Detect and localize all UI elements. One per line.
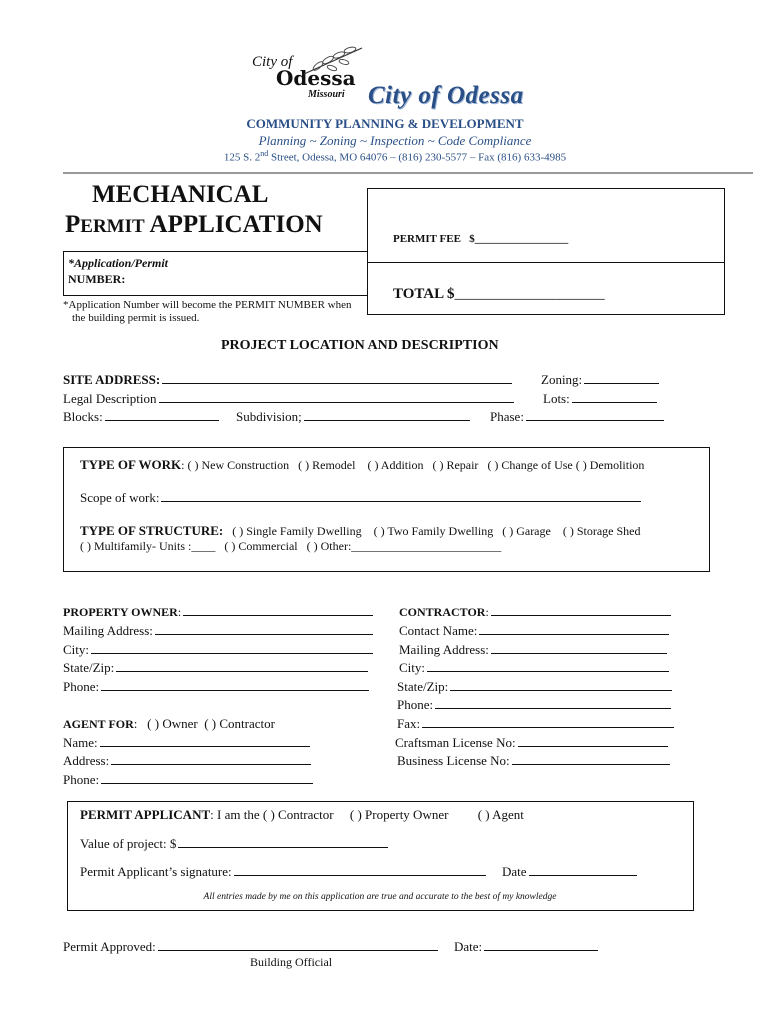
city-wordmark: City of Odessa (368, 82, 524, 109)
contractor-field[interactable]: CONTRACTOR: (399, 605, 673, 620)
permit-fee-divider (367, 262, 725, 263)
project-heading: PROJECT LOCATION AND DESCRIPTION (221, 338, 499, 353)
permit-applicant-row: PERMIT APPLICANT: I am the ( ) Contractor ( ) Property Owner ( ) Agent (80, 807, 524, 822)
blocks-field[interactable]: Blocks: (63, 409, 221, 425)
department-name: COMMUNITY PLANNING & DEVELOPMENT (246, 116, 524, 131)
new-construction-option[interactable]: ( ) New Construction (187, 458, 290, 472)
contractor-fax-field[interactable]: Fax: (397, 716, 676, 732)
demolition-option[interactable]: ( ) Demolition (575, 458, 645, 472)
property-owner-field[interactable]: PROPERTY OWNER: (63, 605, 375, 620)
header-divider (63, 172, 753, 174)
applicant-agent-option[interactable]: ( ) Agent (477, 807, 524, 822)
contractor-contact-field[interactable]: Contact Name: (399, 623, 671, 639)
repair-option[interactable]: ( ) Repair (432, 458, 479, 472)
project-value-field[interactable]: Value of project: $ (80, 836, 390, 852)
agent-contractor-option[interactable]: ( ) Contractor (204, 716, 275, 731)
title-line2: PERMIT APPLICATION (65, 211, 323, 238)
owner-city-field[interactable]: City: (63, 642, 375, 658)
permit-fee-field[interactable]: PERMIT FEE $_________________ (393, 233, 569, 245)
applicant-signature-field[interactable]: Permit Applicant’s signature: (80, 864, 488, 880)
owner-statezip-field[interactable]: State/Zip: (63, 660, 370, 676)
agent-name-field[interactable]: Name: (63, 735, 312, 751)
application-number-label: *Application/Permit NUMBER: (68, 256, 169, 286)
logo-missouri: Missouri (308, 89, 345, 100)
subdivision-field[interactable]: Subdivision; (236, 409, 472, 425)
application-number-note: *Application Number will become the PERMIT NUMBER when the building permit is issued. (63, 299, 352, 324)
change-of-use-option[interactable]: ( ) Change of Use (487, 458, 573, 472)
contractor-phone-field[interactable]: Phone: (397, 697, 673, 713)
agent-phone-field[interactable]: Phone: (63, 772, 315, 788)
two-family-option[interactable]: ( ) Two Family Dwelling (373, 524, 494, 538)
site-address-field[interactable]: SITE ADDRESS: (63, 372, 514, 388)
contractor-mailing-field[interactable]: Mailing Address: (399, 642, 669, 658)
phase-field[interactable]: Phase: (490, 409, 666, 425)
applicant-owner-option[interactable]: ( ) Property Owner (349, 807, 449, 822)
legal-description-field[interactable]: Legal Description (63, 391, 516, 407)
department-address: 125 S. 2nd Street, Odessa, MO 64076 – (816) 230-5577 – Fax (816) 633-4985 (223, 149, 567, 164)
commercial-option[interactable]: ( ) Commercial (224, 539, 298, 553)
owner-phone-field[interactable]: Phone: (63, 679, 371, 695)
agent-address-field[interactable]: Address: (63, 753, 313, 769)
logo-odessa: Odessa (276, 66, 356, 90)
garage-option[interactable]: ( ) Garage (502, 524, 551, 538)
business-license-field[interactable]: Business License No: (397, 753, 672, 769)
approval-date-field[interactable]: Date: (454, 939, 600, 955)
lots-field[interactable]: Lots: (543, 391, 659, 407)
title-line1: MECHANICAL (92, 181, 269, 208)
agent-owner-option[interactable]: ( ) Owner (147, 716, 198, 731)
remodel-option[interactable]: ( ) Remodel (298, 458, 356, 472)
building-official-label: Building Official (250, 955, 333, 969)
permit-approved-field[interactable]: Permit Approved: (63, 939, 440, 955)
leaf-sprig-icon (302, 44, 368, 76)
contractor-statezip-field[interactable]: State/Zip: (397, 679, 674, 695)
type-of-work-row: TYPE OF WORK: ( ) New Construction ( ) Remodel ( ) Addition ( ) Repair ( ) Change of Use ( ) Demolition (80, 457, 645, 472)
page-title (65, 180, 323, 242)
storage-shed-option[interactable]: ( ) Storage Shed (562, 524, 641, 538)
addition-option[interactable]: ( ) Addition (367, 458, 424, 472)
logo-city-of: City of (252, 54, 293, 70)
attestation-text: All entries made by me on this application are true and accurate to the best of my knowledge (203, 892, 557, 902)
applicant-date-field[interactable]: Date (502, 864, 639, 880)
department-tagline: Planning ~ Zoning ~ Inspection ~ Code Compliance (258, 133, 532, 148)
total-field[interactable]: TOTAL $____________________ (393, 286, 605, 302)
other-option[interactable]: ( ) Other:_________________________ (306, 539, 502, 553)
owner-mailing-field[interactable]: Mailing Address: (63, 623, 375, 639)
structure-row-2 (80, 539, 501, 554)
applicant-contractor-option[interactable]: ( ) Contractor (262, 807, 334, 822)
agent-for-row: AGENT FOR: ( ) Owner ( ) Contractor (63, 716, 275, 731)
type-of-structure-row: TYPE OF STRUCTURE: ( ) Single Family Dwelling ( ) Two Family Dwelling ( ) Garage ( ) Storage Shed (80, 523, 641, 538)
zoning-field[interactable]: Zoning: (541, 372, 661, 388)
craftsman-license-field[interactable]: Craftsman License No: (395, 735, 670, 751)
multifamily-option[interactable]: ( ) Multifamily- Units :____ (80, 539, 216, 553)
single-family-option[interactable]: ( ) Single Family Dwelling (232, 524, 362, 538)
contractor-city-field[interactable]: City: (399, 660, 671, 676)
city-logo-small (248, 44, 363, 106)
scope-of-work-field[interactable]: Scope of work: (80, 490, 643, 506)
